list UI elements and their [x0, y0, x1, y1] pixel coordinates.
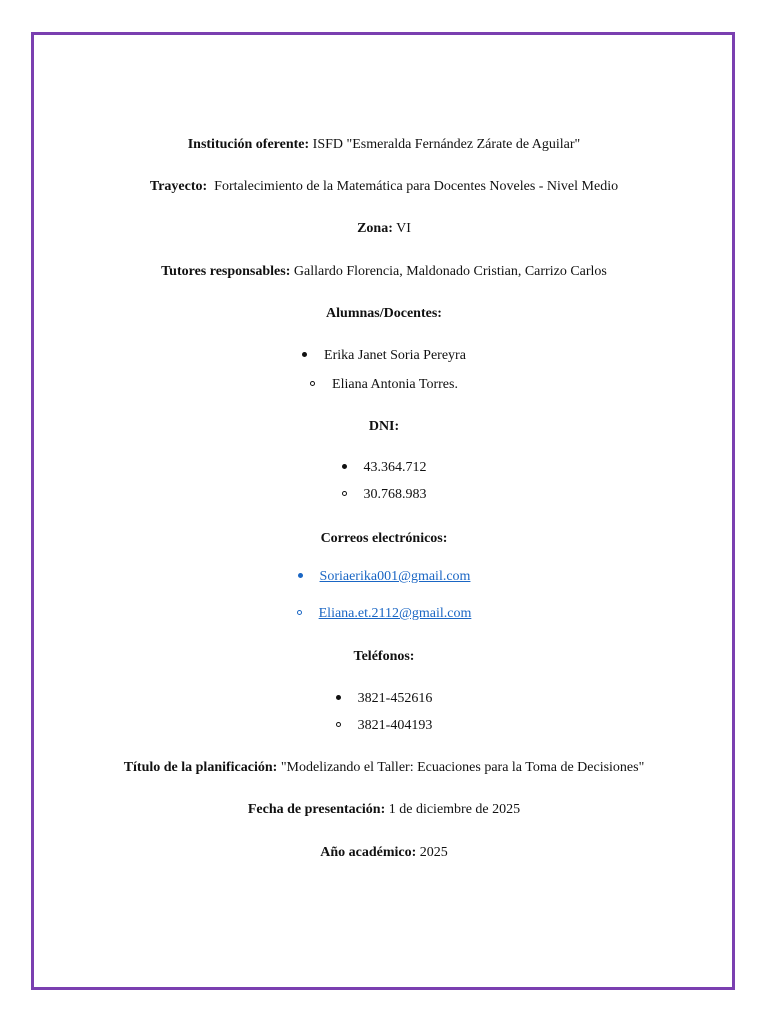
titulo-label: Título de la planificación:	[123, 760, 278, 775]
list-item: Erika Janet Soria Pereyra	[0, 347, 768, 365]
titulo-value: "Modelizando el Taller: Ecuaciones para la Toma de Decisiones"	[277, 760, 645, 775]
list-item	[0, 605, 768, 623]
institucion-label: Institución oferente:	[187, 137, 310, 152]
zona-line	[0, 220, 768, 238]
titulo-line	[0, 759, 768, 777]
bullet-circle-icon	[336, 717, 358, 735]
bullet-circle-icon	[310, 376, 332, 394]
fecha-value: 1 de diciembre de 2025	[385, 802, 521, 817]
list-item: 43.364.712	[0, 459, 768, 477]
trayecto-label: Trayecto:	[149, 179, 208, 194]
bullet-disc-icon	[302, 347, 324, 365]
trayecto-line	[0, 178, 768, 196]
list-item: Eliana Antonia Torres.	[0, 376, 768, 394]
trayecto-value: Fortalecimiento de la Matemática para Docentes Noveles - Nivel Medio	[207, 179, 619, 194]
anio-label: Año académico:	[320, 845, 417, 860]
list-item: 30.768.983	[0, 486, 768, 504]
correos-heading: Correos electrónicos:	[320, 531, 448, 546]
bullet-disc-icon	[336, 690, 358, 708]
list-item: 3821-452616	[0, 690, 768, 708]
bullet-circle-icon	[297, 605, 319, 623]
zona-value: VI	[392, 221, 411, 236]
tutores-label: Tutores responsables:	[161, 264, 291, 279]
dni-heading: DNI:	[368, 419, 400, 434]
email-link-2[interactable]: Eliana.et.2112@gmail.com	[318, 606, 472, 621]
tutores-line	[0, 263, 768, 281]
institucion-line	[0, 136, 768, 154]
fecha-line	[0, 801, 768, 819]
zona-label: Zona:	[357, 221, 393, 236]
tutores-value: Gallardo Florencia, Maldonado Cristian, Carrizo Carlos	[290, 264, 607, 279]
anio-value: 2025	[416, 845, 448, 860]
bullet-disc-icon	[298, 568, 320, 586]
email-link-1[interactable]: Soriaerika001@gmail.com	[319, 569, 471, 584]
alumnas-heading: Alumnas/Docentes:	[326, 306, 442, 321]
anio-line	[0, 844, 768, 862]
fecha-label: Fecha de presentación:	[247, 802, 386, 817]
list-item	[0, 568, 768, 586]
list-item: 3821-404193	[0, 717, 768, 735]
institucion-value: ISFD "Esmeralda Fernández Zárate de Aguilar"	[309, 137, 581, 152]
bullet-disc-icon	[342, 459, 364, 477]
telefonos-heading: Teléfonos:	[353, 649, 415, 664]
bullet-circle-icon	[342, 486, 364, 504]
